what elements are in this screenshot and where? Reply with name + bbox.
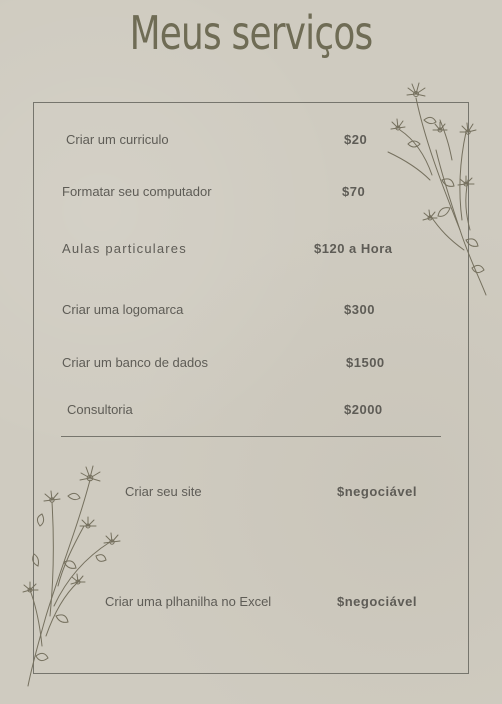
service-price: $300 xyxy=(344,302,375,317)
service-price: $70 xyxy=(342,184,366,199)
service-price: $1500 xyxy=(346,355,385,370)
service-price: $20 xyxy=(344,132,368,147)
floral-decoration-icon xyxy=(18,466,128,688)
service-name: Criar um curriculo xyxy=(66,132,169,147)
service-name: Formatar seu computador xyxy=(62,184,212,199)
page-title: Meus serviços xyxy=(129,6,373,60)
extra-service-name: Criar uma plhanilha no Excel xyxy=(105,594,272,609)
extra-service-price: $negociável xyxy=(337,594,417,609)
service-price: $2000 xyxy=(344,402,383,417)
divider xyxy=(61,436,441,437)
extra-service-name: Criar seu site xyxy=(125,484,202,499)
service-name: Consultoria xyxy=(67,402,133,417)
service-name: Criar uma logomarca xyxy=(62,302,184,317)
extra-service-price: $negociável xyxy=(337,484,417,499)
service-price: $120 a Hora xyxy=(314,241,393,256)
service-name: Aulas particulares xyxy=(62,241,187,256)
service-name: Criar um banco de dados xyxy=(62,355,208,370)
floral-decoration-icon xyxy=(380,80,490,300)
